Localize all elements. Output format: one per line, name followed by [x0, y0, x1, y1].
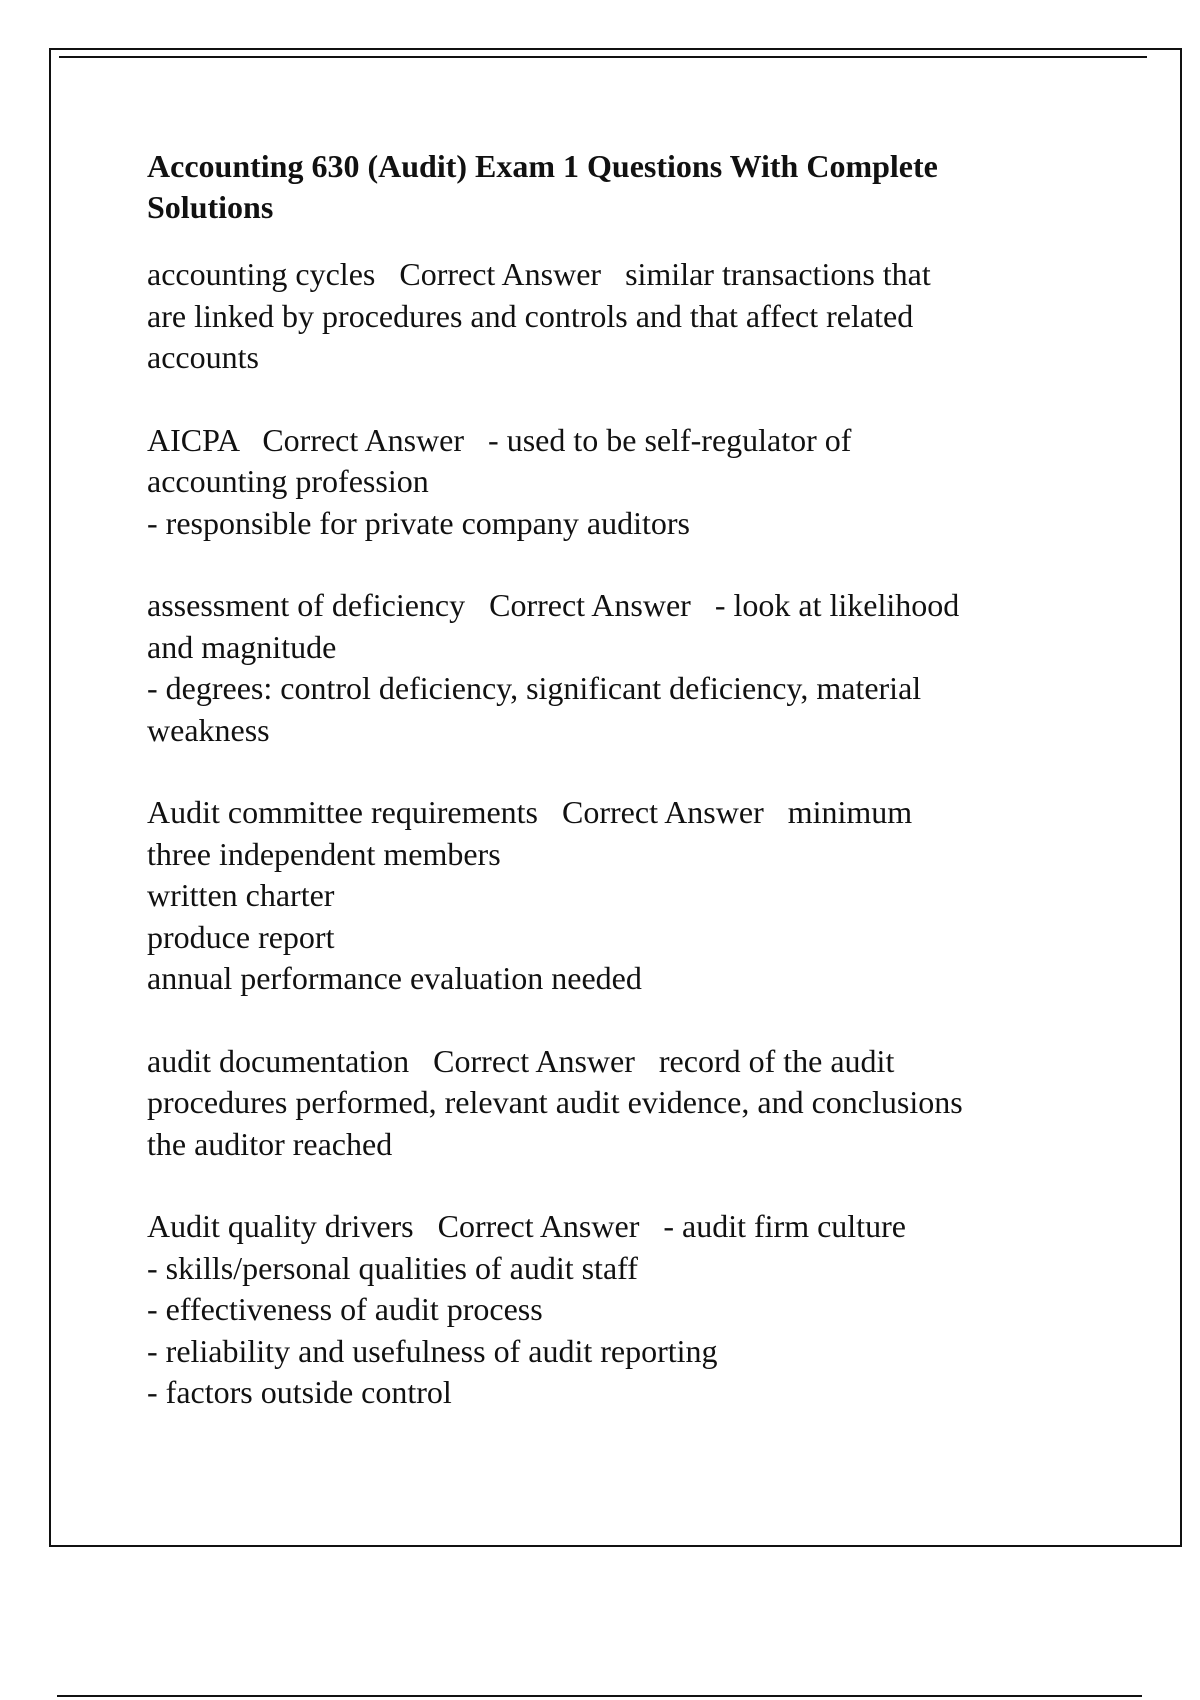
entry-line: are linked by procedures and controls and that affect related: [147, 297, 914, 334]
entry-line: three independent members: [147, 835, 501, 872]
document-body: [147, 146, 1137, 1455]
entry-line: - factors outside control: [147, 1374, 452, 1410]
entry-line: - responsible for private company auditors: [147, 504, 690, 541]
entry-line: and magnitude: [147, 628, 337, 665]
entry-audit-committee-requirements: [147, 792, 1137, 1000]
entry-accounting-cycles: [147, 254, 1137, 379]
bottom-rule: [57, 1695, 1142, 1697]
entry-line: procedures performed, relevant audit evidence, and conclusions: [147, 1084, 963, 1120]
entry-line: written charter: [147, 877, 335, 913]
entry-line: accounts: [147, 339, 259, 375]
document-title: [147, 146, 1137, 228]
entry-line: Audit quality drivers Correct Answer - audit firm culture: [147, 1208, 906, 1244]
entry-line: - skills/personal qualities of audit staff: [147, 1249, 638, 1286]
entry-line: - degrees: control deficiency, significant deficiency, material: [147, 670, 922, 706]
entry-line: produce report: [147, 918, 335, 955]
entry-line: accounting cycles Correct Answer similar transactions that: [147, 256, 931, 292]
entry-line: annual performance evaluation needed: [147, 960, 642, 996]
entry-aicpa: [147, 420, 1137, 545]
entry-audit-quality-drivers: [147, 1206, 1137, 1414]
entry-line: weakness: [147, 711, 270, 748]
entry-line: - effectiveness of audit process: [147, 1291, 543, 1327]
entry-line: audit documentation Correct Answer record of the audit: [147, 1042, 895, 1079]
entry-line: - reliability and usefulness of audit reporting: [147, 1332, 718, 1369]
title-line-2: Solutions: [147, 189, 274, 225]
page-frame: [49, 48, 1182, 1547]
entry-assessment-of-deficiency: [147, 585, 1137, 751]
top-rule: [59, 56, 1147, 58]
title-line-1: Accounting 630 (Audit) Exam 1 Questions With Complete: [147, 148, 938, 184]
entry-line: AICPA Correct Answer - used to be self-regulator of: [147, 421, 852, 458]
entry-line: Audit committee requirements Correct Answer minimum: [147, 794, 913, 830]
entry-audit-documentation: [147, 1041, 1137, 1166]
entry-line: the auditor reached: [147, 1125, 393, 1162]
entry-line: accounting profession: [147, 463, 429, 499]
entry-line: assessment of deficiency Correct Answer - look at likelihood: [147, 587, 960, 623]
